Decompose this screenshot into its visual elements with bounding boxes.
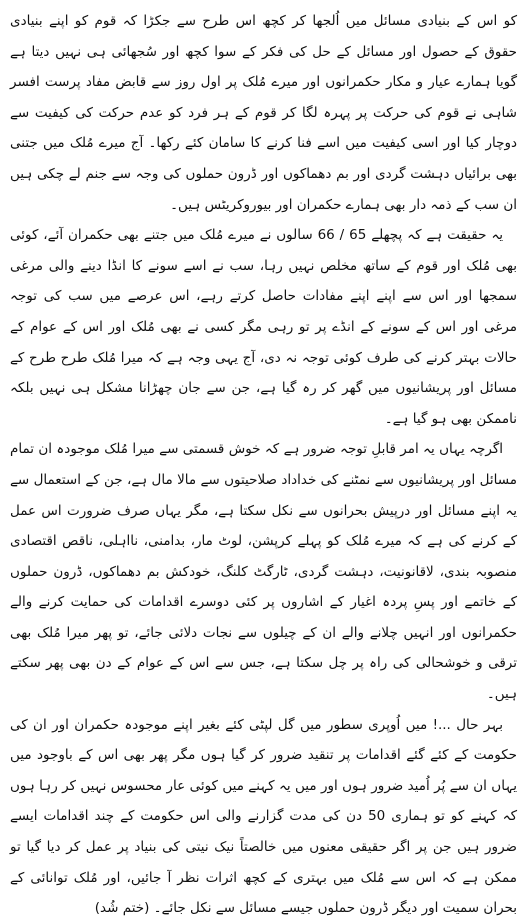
article-paragraph-3: اگرچہ یہاں یہ امر قابلِ توجہ ضرور ہے کہ خوش قسمتی سے میرا مُلک موجودہ ان تمام مسائل اور پریشانیوں سے نمٹنے کی خداداد صلاحیتوں سے مالا مال ہے، جن کے استعمال سے یہ اپنے مسائل اور درپیش بحرانوں سے نکل سکتا ہے، مگر یہاں صرف ضرورت اس عمل کے کرنے کی ہے کہ میرے مُلک کو پہلے کرپشن، لوٹ مار، بدامنی، نااہلی، ناقص اقتصادی منصوبہ بندی، لاقانونیت، دہشت گردی، ٹارگٹ کلنگ، خودکش بم دھماکوں، ڈرون حملوں کے خاتمے اور پسِ پردہ اغیار کے اشاروں پر کئی دوسرے اقدامات کی حمایت کرنے والے حکمرانوں اور انہیں چلانے والے ان کے چیلوں سے نجات دلائی جائے، تو پھر میرا مُلک بھی ترقی و خوشحالی کی راہ پر چل سکتا ہے، جس سے اس کے عوام کے دن بھی پھر سکتے ہیں۔	[10, 441, 517, 703]
article-paragraph-1: کو اس کے بنیادی مسائل میں اُلجھا کر کچھ اس طرح سے جکڑا کہ قوم کو اپنے بنیادی حقوق کے حصول اور مسائل کے حل کی فکر کے سوا کچھ اور سُجھائی ہی نہیں دیتا ہے گویا ہمارے عیار و مکار حکمرانوں اور میرے مُلک پر اول روز سے قابض مفاد پرست افسر شاہی نے قوم کی حرکت پر پہرہ لگا کر قوم کے ہر فرد کو عدم حرکت کی کیفیت سے دوچار کیا اور اسی کیفیت میں اسے فنا کرنے کا سامان کئے رکھا۔ آج میرے مُلک میں جتنی بھی برائیاں دہشت گردی اور بم دھماکوں اور ڈرون حملوں کی وجہ سے جنم لے چکی ہیں ان سب کے ذمہ دار بھی ہمارے حکمران اور بیوروکریٹس ہیں۔	[10, 13, 517, 213]
article-paragraph-2: یہ حقیقت ہے کہ پچھلے 65 / 66 سالوں نے میرے مُلک میں جتنے بھی حکمران آئے، کوئی بھی مُلک اور قوم کے ساتھ مخلص نہیں رہا، سب نے اسے سونے کا انڈا دینے والی مرغی سمجھا اور اس سے اپنے اپنے مفادات حاصل کرتے رہے، اس عرصے میں سب کی توجہ مرغی اور اس کے سونے کے انڈے پر تو رہی مگر کسی نے بھی مُلک اور اس کے عوام کے حالات بہتر کرنے کی طرف کوئی توجہ نہ دی، آج یہی وجہ ہے کہ میرا مُلک طرح طرح کے مسائل اور پریشانیوں میں گھر کر رہ گیا ہے، جن سے جان چھڑانا مشکل ہی نہیں بلکہ ناممکن بھی ہو گیا ہے۔	[10, 227, 517, 427]
article-paragraph-4: بہر حال ...! میں اُوپری سطور میں گل لپٹی کئے بغیر اپنے موجودہ حکمران اور ان کی حکومت کے کئے گئے اقدامات پر تنقید ضرور کر گیا ہوں مگر پھر بھی اس کے باوجود میں یہاں ان سے پُر اُمید ضرور ہوں اور میں یہ کہنے میں کوئی عار محسوس نہیں کر رہا ہوں کہ کہنے کو تو ہماری 50 دن کی مدت گزارنے والی اس حکومت کے چند اقدامات ایسے ضرور ہیں جن پر اگر حقیقی معنوں میں خالصتاً نیک نیتی کی بنیاد پر عمل کر دیا گیا تو ممکن ہے کہ اس سے مُلک میں بہتری کے کچھ اثرات نظر آ جائیں، اور مُلک توانائی کے بحران سمیت اور دیگر ڈرون حملوں جیسے مسائل سے نکل جائے۔ (ختم شُد)	[10, 716, 517, 917]
